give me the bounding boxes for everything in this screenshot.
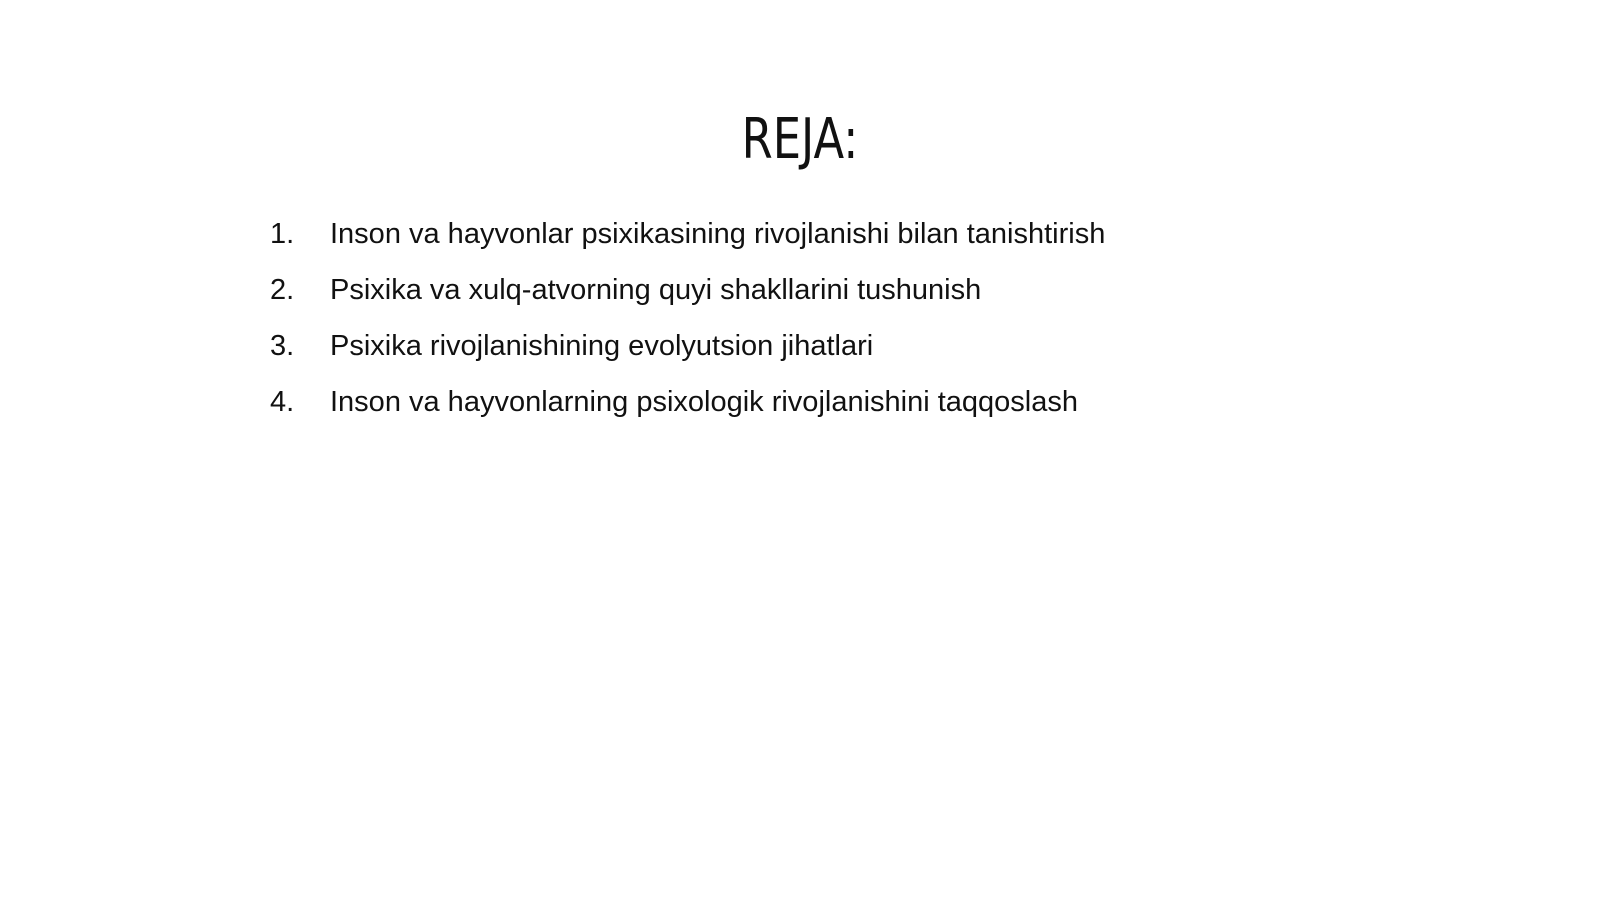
list-item bbox=[270, 218, 1370, 274]
list-item-text: Inson va hayvonlarning psixologik rivojlanishini taqqoslash bbox=[330, 386, 1078, 418]
slide-title: REJA: bbox=[741, 107, 859, 172]
list-item-text: Inson va hayvonlar psixikasining rivojlanishi bilan tanishtirish bbox=[330, 218, 1106, 250]
list-item-number: 3. bbox=[270, 330, 295, 362]
list-item bbox=[270, 386, 1370, 442]
list-item-number: 4. bbox=[270, 386, 295, 418]
list-item-text: Psixika rivojlanishining evolyutsion jihatlari bbox=[330, 330, 874, 362]
list-item-text: Psixika va xulq-atvorning quyi shakllarini tushunish bbox=[330, 274, 982, 306]
list-item-number: 1. bbox=[270, 218, 295, 250]
list-item bbox=[270, 330, 1370, 386]
list-item-number: 2. bbox=[270, 274, 295, 306]
list-item bbox=[270, 274, 1370, 330]
plan-list bbox=[270, 218, 1370, 442]
